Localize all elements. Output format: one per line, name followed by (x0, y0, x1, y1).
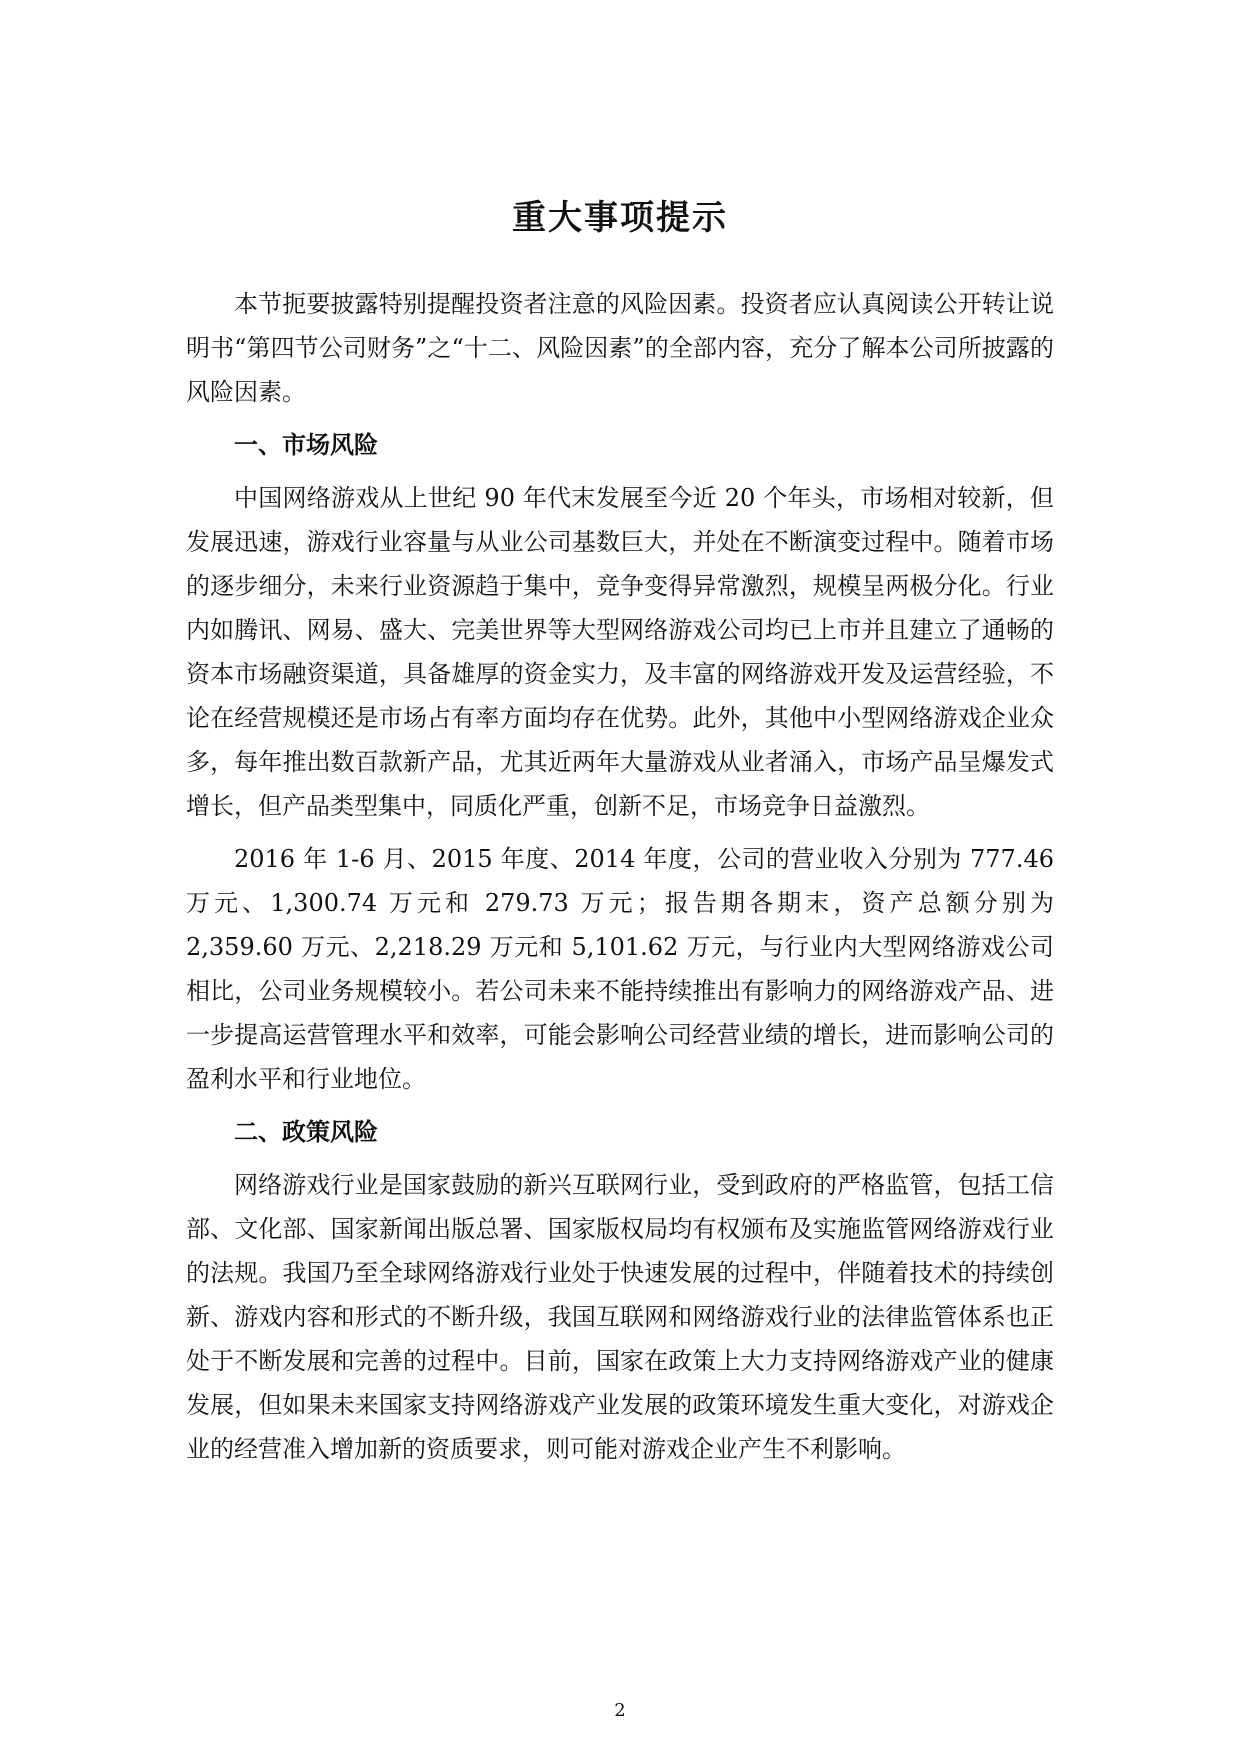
policy-risk-paragraph-1: 网络游戏行业是国家鼓励的新兴互联网行业，受到政府的严格监管，包括工信部、文化部、国家新闻出版总署、国家版权局均有权颁布及实施监管网络游戏行业的法规。我国乃至全球网络游戏行业处于快速发展的过程中，伴随着技术的持续创新、游戏内容和形式的不断升级，我国互联网和网络游戏行业的法律监管体系也正处于不断发展和完善的过程中。目前，国家在政策上大力支持网络游戏产业的健康发展，但如果未来国家支持网络游戏产业发展的政策环境发生重大变化，对游戏企业的经营准入增加新的资质要求，则可能对游戏企业产生不利影响。 (186, 1171, 1054, 1463)
intro-paragraph: 本节扼要披露特别提醒投资者注意的风险因素。投资者应认真阅读公开转让说明书“第四节公司财务”之“十二、风险因素”的全部内容，充分了解本公司所披露的风险因素。 (186, 290, 1054, 406)
section-heading-policy-risk: 二、政策风险 (234, 1117, 378, 1146)
page-number: 2 (614, 1700, 626, 1721)
section-heading-market-risk: 一、市场风险 (234, 430, 378, 459)
market-risk-paragraph-2: 2016 年 1-6 月、2015 年度、2014 年度，公司的营业收入分别为 777.46 万元、1,300.74 万元和 279.73 万元；报告期各期末，资产总额分别为 2,359.60 万元、2,218.29 万元和 5,101.62 万元，与行业内大型网络游戏公司相比，公司业务规模较小。若公司未来不能持续推出有影响力的网络游戏产品、进一步提高运营管理水平和效率，可能会影响公司经营业绩的增长，进而影响公司的盈利水平和行业地位。 (186, 845, 1054, 1093)
market-risk-paragraph-1: 中国网络游戏从上世纪 90 年代末发展至今近 20 个年头，市场相对较新，但发展迅速，游戏行业容量与从业公司基数巨大，并处在不断演变过程中。随着市场的逐步细分，未来行业资源趋于集中，竞争变得异常激烈，规模呈两极分化。行业内如腾讯、网易、盛大、完美世界等大型网络游戏公司均已上市并且建立了通畅的资本市场融资渠道，具备雄厚的资金实力，及丰富的网络游戏开发及运营经验，不论在经营规模还是市场占有率方面均存在优势。此外，其他中小型网络游戏企业众多，每年推出数百款新产品，尤其近两年大量游戏从业者涌入，市场产品呈爆发式增长，但产品类型集中，同质化严重，创新不足，市场竞争日益激烈。 (186, 484, 1054, 820)
page-title: 重大事项提示 (512, 198, 728, 238)
document-body (186, 282, 1054, 1471)
